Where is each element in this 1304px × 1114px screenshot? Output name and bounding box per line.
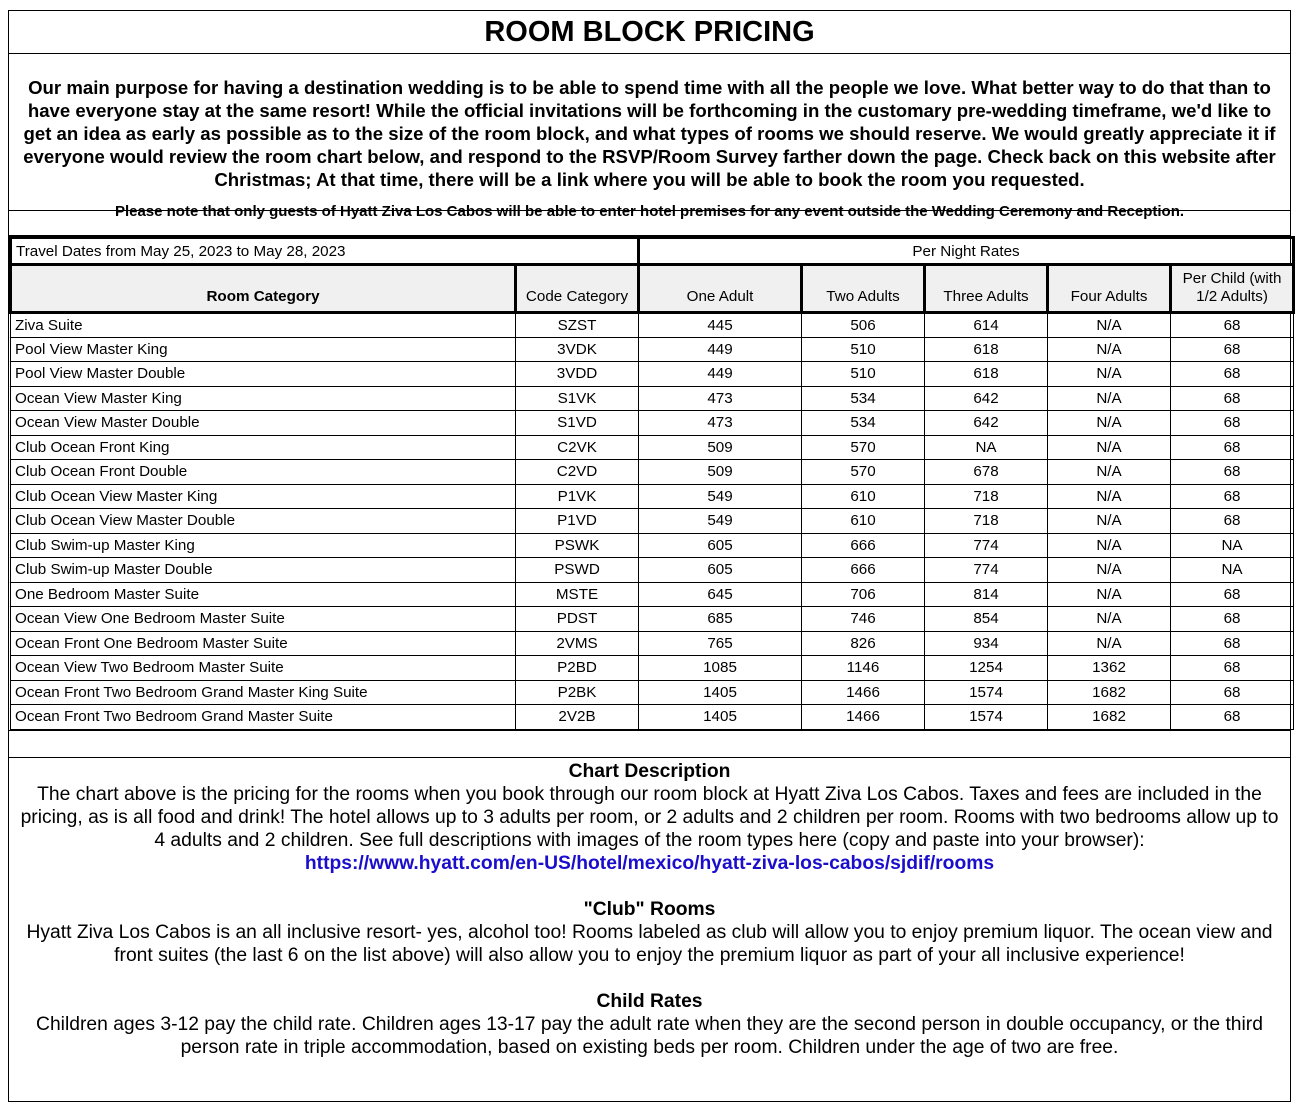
rate-cell: N/A xyxy=(1048,558,1171,583)
rate-cell: 774 xyxy=(925,533,1048,558)
col-two-adults: Two Adults xyxy=(802,265,925,313)
rate-cell: PSWK xyxy=(516,533,639,558)
spacer-row xyxy=(9,730,1290,758)
rate-cell: N/A xyxy=(1048,509,1171,534)
column-headers xyxy=(11,265,1294,313)
table-row xyxy=(11,656,1294,681)
table-row xyxy=(11,558,1294,583)
rate-cell: P1VD xyxy=(516,509,639,534)
rate-cell: 445 xyxy=(639,313,802,338)
rate-cell: S1VD xyxy=(516,411,639,436)
rate-cell: PDST xyxy=(516,607,639,632)
col-three-adults: Three Adults xyxy=(925,265,1048,313)
per-night-rates-header: Per Night Rates xyxy=(639,238,1294,265)
room-name-cell: Club Ocean View Master King xyxy=(11,484,516,509)
rate-cell: PSWD xyxy=(516,558,639,583)
intro-text: Our main purpose for having a destination wedding is to be able to spend time with all the people we love. What better way to do that than to have everyone stay at the same resort! While the official invitations will be forthcoming in the customary pre-wedding timeframe, we'd like to get an idea as early as possible as to the size of the room block, and what types of rooms we should reserve. We would greatly appreciate it if everyone would review the room chart below, and respond to the RSVP/Room Survey farther down the page. Check back on this website after Christmas; At that time, there will be a link where you will be able to book the room you requested. xyxy=(23,77,1276,190)
table-row xyxy=(11,705,1294,730)
rate-cell: 68 xyxy=(1171,362,1294,387)
table-row xyxy=(11,313,1294,338)
rate-cell: N/A xyxy=(1048,362,1171,387)
table-row xyxy=(11,607,1294,632)
col-code-category: Code Category xyxy=(516,265,639,313)
rate-cell: 934 xyxy=(925,631,1048,656)
child-rates-text: Children ages 3-12 pay the child rate. Children ages 13-17 pay the adult rate when they are the second person in double occupancy, or the third person rate in triple accommodation, based on existing beds per room. Children under the age of two are free. xyxy=(36,1013,1263,1058)
rooms-link[interactable]: https://www.hyatt.com/en-US/hotel/mexico/hyatt-ziva-los-cabos/sjdif/rooms xyxy=(304,852,995,874)
rate-cell: 68 xyxy=(1171,484,1294,509)
chart-description-text: The chart above is the pricing for the rooms when you book through our room block at Hyatt Ziva Los Cabos. Taxes and fees are included in the pricing, as is all food and drink! The hotel allows up to 3 adults per room, or 2 adults and 2 children per room. Rooms with two bedrooms allow up to 4 adults and 2 children. See full descriptions with images of the room types here (copy and paste into your browser): xyxy=(20,783,1279,851)
table-row xyxy=(11,337,1294,362)
rate-cell: NA xyxy=(1171,533,1294,558)
rate-cell: 549 xyxy=(639,509,802,534)
rate-cell: 1466 xyxy=(802,680,925,705)
rate-cell: N/A xyxy=(1048,607,1171,632)
table-row xyxy=(11,460,1294,485)
rate-cell: 506 xyxy=(802,313,925,338)
rate-cell: 614 xyxy=(925,313,1048,338)
rate-cell: 826 xyxy=(802,631,925,656)
rate-cell: SZST xyxy=(516,313,639,338)
rate-cell: 678 xyxy=(925,460,1048,485)
rate-cell: 570 xyxy=(802,460,925,485)
room-block-frame xyxy=(8,10,1291,1102)
rate-cell: P2BD xyxy=(516,656,639,681)
room-name-cell: Ocean View Two Bedroom Master Suite xyxy=(11,656,516,681)
rate-cell: 68 xyxy=(1171,680,1294,705)
room-name-cell: Pool View Master King xyxy=(11,337,516,362)
rate-cell: 642 xyxy=(925,411,1048,436)
table-row xyxy=(11,533,1294,558)
rate-cell: N/A xyxy=(1048,484,1171,509)
rate-cell: 610 xyxy=(802,484,925,509)
room-name-cell: Club Swim-up Master King xyxy=(11,533,516,558)
pricing-table xyxy=(9,236,1295,730)
room-name-cell: Ocean View One Bedroom Master Suite xyxy=(11,607,516,632)
rate-cell: 510 xyxy=(802,362,925,387)
room-name-cell: One Bedroom Master Suite xyxy=(11,582,516,607)
col-one-adult: One Adult xyxy=(639,265,802,313)
rate-cell: 473 xyxy=(639,411,802,436)
room-name-cell: Club Ocean Front Double xyxy=(11,460,516,485)
rate-cell: N/A xyxy=(1048,533,1171,558)
rate-cell: N/A xyxy=(1048,411,1171,436)
rate-cell: N/A xyxy=(1048,313,1171,338)
rate-cell: 449 xyxy=(639,362,802,387)
rate-cell: 68 xyxy=(1171,582,1294,607)
rate-cell: 68 xyxy=(1171,705,1294,730)
travel-dates: Travel Dates from May 25, 2023 to May 28, 2023 xyxy=(11,238,639,265)
rate-cell: 765 xyxy=(639,631,802,656)
table-row xyxy=(11,484,1294,509)
rate-cell: 718 xyxy=(925,484,1048,509)
rate-cell: 68 xyxy=(1171,656,1294,681)
rate-cell: 1405 xyxy=(639,705,802,730)
table-row xyxy=(11,362,1294,387)
rate-cell: 746 xyxy=(802,607,925,632)
room-name-cell: Club Swim-up Master Double xyxy=(11,558,516,583)
rate-cell: 1574 xyxy=(925,680,1048,705)
rate-cell: C2VK xyxy=(516,435,639,460)
rate-cell: 854 xyxy=(925,607,1048,632)
rate-cell: 618 xyxy=(925,362,1048,387)
rate-cell: 706 xyxy=(802,582,925,607)
club-rooms-text: Hyatt Ziva Los Cabos is an all inclusive resort- yes, alcohol too! Rooms labeled as club will allow you to enjoy premium liquor. The ocean view and front suites (the last 6 on the list above) will also allow you to enjoy the premium liquor as part of your all inclusive experience! xyxy=(26,921,1273,966)
child-rates-heading: Child Rates xyxy=(596,990,703,1012)
rate-cell: P2BK xyxy=(516,680,639,705)
chart-description-heading: Chart Description xyxy=(568,760,731,782)
table-row xyxy=(11,582,1294,607)
table-row xyxy=(11,386,1294,411)
intro-section xyxy=(9,54,1290,220)
room-name-cell: Ocean View Master Double xyxy=(11,411,516,436)
table-row xyxy=(11,680,1294,705)
table-row xyxy=(11,435,1294,460)
rate-cell: 610 xyxy=(802,509,925,534)
room-name-cell: Ocean Front Two Bedroom Grand Master Suite xyxy=(11,705,516,730)
rate-cell: 68 xyxy=(1171,386,1294,411)
rate-cell: 1254 xyxy=(925,656,1048,681)
rate-cell: 534 xyxy=(802,411,925,436)
rate-cell: NA xyxy=(925,435,1048,460)
rate-cell: 3VDD xyxy=(516,362,639,387)
rate-cell: 1466 xyxy=(802,705,925,730)
rate-cell: N/A xyxy=(1048,337,1171,362)
col-room-category: Room Category xyxy=(11,265,516,313)
room-name-cell: Ocean Front One Bedroom Master Suite xyxy=(11,631,516,656)
rate-cell: 2VMS xyxy=(516,631,639,656)
col-per-child: Per Child (with 1/2 Adults) xyxy=(1171,265,1294,313)
rate-cell: 1405 xyxy=(639,680,802,705)
table-row xyxy=(11,411,1294,436)
rate-cell: 68 xyxy=(1171,460,1294,485)
club-rooms-heading: "Club" Rooms xyxy=(583,898,716,920)
rate-cell: 618 xyxy=(925,337,1048,362)
rate-cell: 68 xyxy=(1171,411,1294,436)
rate-cell: 718 xyxy=(925,509,1048,534)
rate-cell: 814 xyxy=(925,582,1048,607)
rate-cell: 685 xyxy=(639,607,802,632)
rate-cell: MSTE xyxy=(516,582,639,607)
rate-cell: N/A xyxy=(1048,386,1171,411)
rate-cell: 2V2B xyxy=(516,705,639,730)
rate-cell: 605 xyxy=(639,558,802,583)
rate-cell: NA xyxy=(1171,558,1294,583)
table-body xyxy=(11,313,1294,730)
room-name-cell: Ocean Front Two Bedroom Grand Master King Suite xyxy=(11,680,516,705)
rate-cell: N/A xyxy=(1048,631,1171,656)
table-row xyxy=(11,509,1294,534)
page-title: ROOM BLOCK PRICING xyxy=(9,11,1290,54)
col-four-adults: Four Adults xyxy=(1048,265,1171,313)
rate-cell: 473 xyxy=(639,386,802,411)
rate-cell: 68 xyxy=(1171,435,1294,460)
rate-cell: 534 xyxy=(802,386,925,411)
rate-cell: 3VDK xyxy=(516,337,639,362)
room-name-cell: Pool View Master Double xyxy=(11,362,516,387)
rate-cell: 645 xyxy=(639,582,802,607)
room-name-cell: Club Ocean Front King xyxy=(11,435,516,460)
rate-cell: 510 xyxy=(802,337,925,362)
rate-cell: 68 xyxy=(1171,337,1294,362)
rate-cell: 642 xyxy=(925,386,1048,411)
rate-cell: 1085 xyxy=(639,656,802,681)
rate-cell: 605 xyxy=(639,533,802,558)
rate-cell: 68 xyxy=(1171,631,1294,656)
rate-cell: 449 xyxy=(639,337,802,362)
rate-cell: N/A xyxy=(1048,582,1171,607)
rate-cell: 549 xyxy=(639,484,802,509)
table-row xyxy=(11,631,1294,656)
rate-cell: C2VD xyxy=(516,460,639,485)
guest-note: Please note that only guests of Hyatt Ziva Los Cabos will be able to enter hotel premises for any event outside the Wedding Ceremony and Reception. xyxy=(114,203,1185,220)
rate-cell: 570 xyxy=(802,435,925,460)
rate-cell: 509 xyxy=(639,435,802,460)
room-name-cell: Ocean View Master King xyxy=(11,386,516,411)
room-name-cell: Ziva Suite xyxy=(11,313,516,338)
rate-cell: 68 xyxy=(1171,509,1294,534)
rate-cell: 1362 xyxy=(1048,656,1171,681)
rate-cell: S1VK xyxy=(516,386,639,411)
rate-cell: 666 xyxy=(802,558,925,583)
rate-cell: 774 xyxy=(925,558,1048,583)
rate-cell: 1682 xyxy=(1048,680,1171,705)
description-section xyxy=(9,758,1290,1059)
rate-cell: 1574 xyxy=(925,705,1048,730)
rate-cell: 1146 xyxy=(802,656,925,681)
rate-cell: 68 xyxy=(1171,607,1294,632)
rate-cell: 1682 xyxy=(1048,705,1171,730)
rate-cell: P1VK xyxy=(516,484,639,509)
room-name-cell: Club Ocean View Master Double xyxy=(11,509,516,534)
rate-cell: N/A xyxy=(1048,460,1171,485)
table-top-header xyxy=(11,238,1294,265)
rate-cell: 509 xyxy=(639,460,802,485)
rate-cell: 68 xyxy=(1171,313,1294,338)
rate-cell: N/A xyxy=(1048,435,1171,460)
rate-cell: 666 xyxy=(802,533,925,558)
